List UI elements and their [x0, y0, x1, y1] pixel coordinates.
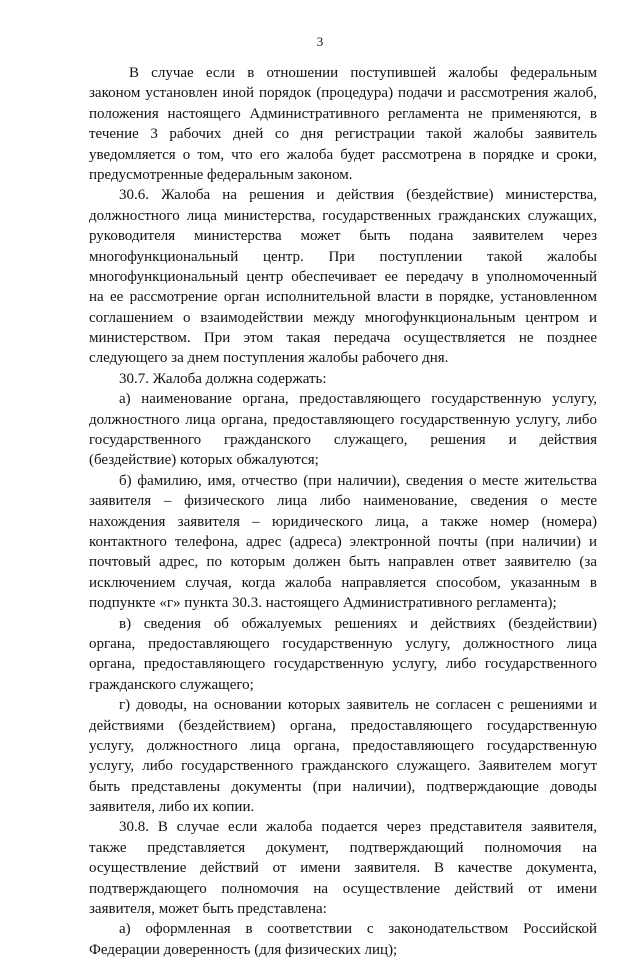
text-line: 30.7. Жалоба должна содержать:	[119, 370, 327, 387]
text-line: на ее рассмотрение орган исполнительной власти в порядке, установленном	[89, 289, 597, 306]
text-line: почтовый адрес, по которым должен быть направлен ответ заявителю (за	[89, 554, 597, 571]
text-line: Федерации доверенность (для физических лиц);	[89, 941, 398, 958]
text-line: государственного гражданского служащего, решения и действия	[89, 432, 597, 449]
text-line: заявителя, может быть представлена:	[89, 901, 327, 918]
text-line: б) фамилию, имя, отчество (при наличии), сведения о месте жительства	[119, 472, 597, 489]
text-line: а) оформленная в соответствии с законодательством Российской	[119, 921, 597, 938]
text-line: контактного телефона, адрес (адреса) электронной почты (при наличии) и	[89, 533, 597, 550]
text-line: нахождения заявителя – юридического лица, а также номер (номера)	[89, 513, 597, 530]
text-line: а) наименование органа, предоставляющего государственную услугу,	[119, 391, 597, 408]
text-line: В случае если в отношении поступившей жалобы федеральным	[129, 65, 597, 81]
text-line: течение 3 рабочих дней со дня регистрации такой жалобы заявитель	[89, 126, 597, 143]
text-line: действиями (бездействием) органа, предоставляющего государственную	[89, 717, 597, 734]
text-line: подтверждающего полномочия на осуществление действий от имени	[89, 880, 597, 897]
text-line: осуществление действий от имени заявителя. В качестве документа,	[89, 860, 597, 877]
text-line: следующего за днем поступления жалобы рабочего дня.	[89, 350, 449, 367]
text-line: исключением случая, когда жалоба направляется способом, указанным в	[89, 574, 597, 591]
text-line: подпункте «г» пункта 30.3. настоящего Административного регламента);	[89, 595, 557, 612]
text-line: должностного лица министерства, государственных гражданских служащих,	[89, 207, 597, 224]
text-line: 30.6. Жалоба на решения и действия (бездействие) министерства,	[119, 187, 597, 204]
text-line: предусмотренные федеральным законом.	[89, 166, 353, 183]
text-line: многофункциональный центр обеспечивает ее передачу в уполномоченный	[89, 268, 597, 285]
page-number: 3	[316, 34, 324, 49]
text-line: должностного лица органа, предоставляющего государственную услугу, либо	[89, 411, 597, 428]
text-line: многофункциональный центр. При поступлении такой жалобы	[89, 248, 597, 265]
document-body	[89, 63, 597, 960]
text-line: также представляется документ, подтверждающий полномочия на	[89, 839, 597, 856]
text-line: гражданского служащего;	[89, 676, 254, 693]
text-line: органа, предоставляющего государственную услугу, должностного лица	[89, 635, 597, 652]
text-line: услугу, должностного лица органа, предоставляющего государственную	[89, 737, 597, 754]
text-line: в) сведения об обжалуемых решениях и действиях (бездействии)	[119, 615, 597, 632]
text-line: заявителя – физического лица либо наименование, сведения о месте	[89, 493, 597, 510]
text-line: министерством. При этом такая передача осуществляется не позднее	[89, 330, 597, 347]
text-line: (бездействие) которых обжалуются;	[89, 452, 319, 469]
text-line: руководителя министерства может быть подана заявителем через	[89, 228, 597, 245]
text-line: органа, предоставляющего государственную услугу, либо государственного	[89, 656, 597, 673]
text-line: уведомляется о том, что его жалоба будет рассмотрена в порядке и сроки,	[89, 146, 597, 163]
text-line: положения настоящего Административного регламента не применяются, в	[89, 105, 597, 122]
text-line: быть представлены документы (при наличии), подтверждающие доводы	[89, 778, 597, 795]
text-line: г) доводы, на основании которых заявитель не согласен с решениями и	[119, 697, 597, 714]
text-line: услугу, либо государственного гражданского служащего. Заявителем могут	[89, 758, 597, 775]
text-line: 30.8. В случае если жалоба подается через представителя заявителя,	[119, 819, 597, 836]
text-line: заявителя, либо их копии.	[89, 799, 255, 816]
text-line: соглашением о взаимодействии между многофункциональным центром и	[89, 309, 597, 326]
text-line: законом установлен иной порядок (процедура) подачи и рассмотрения жалоб,	[89, 85, 597, 102]
